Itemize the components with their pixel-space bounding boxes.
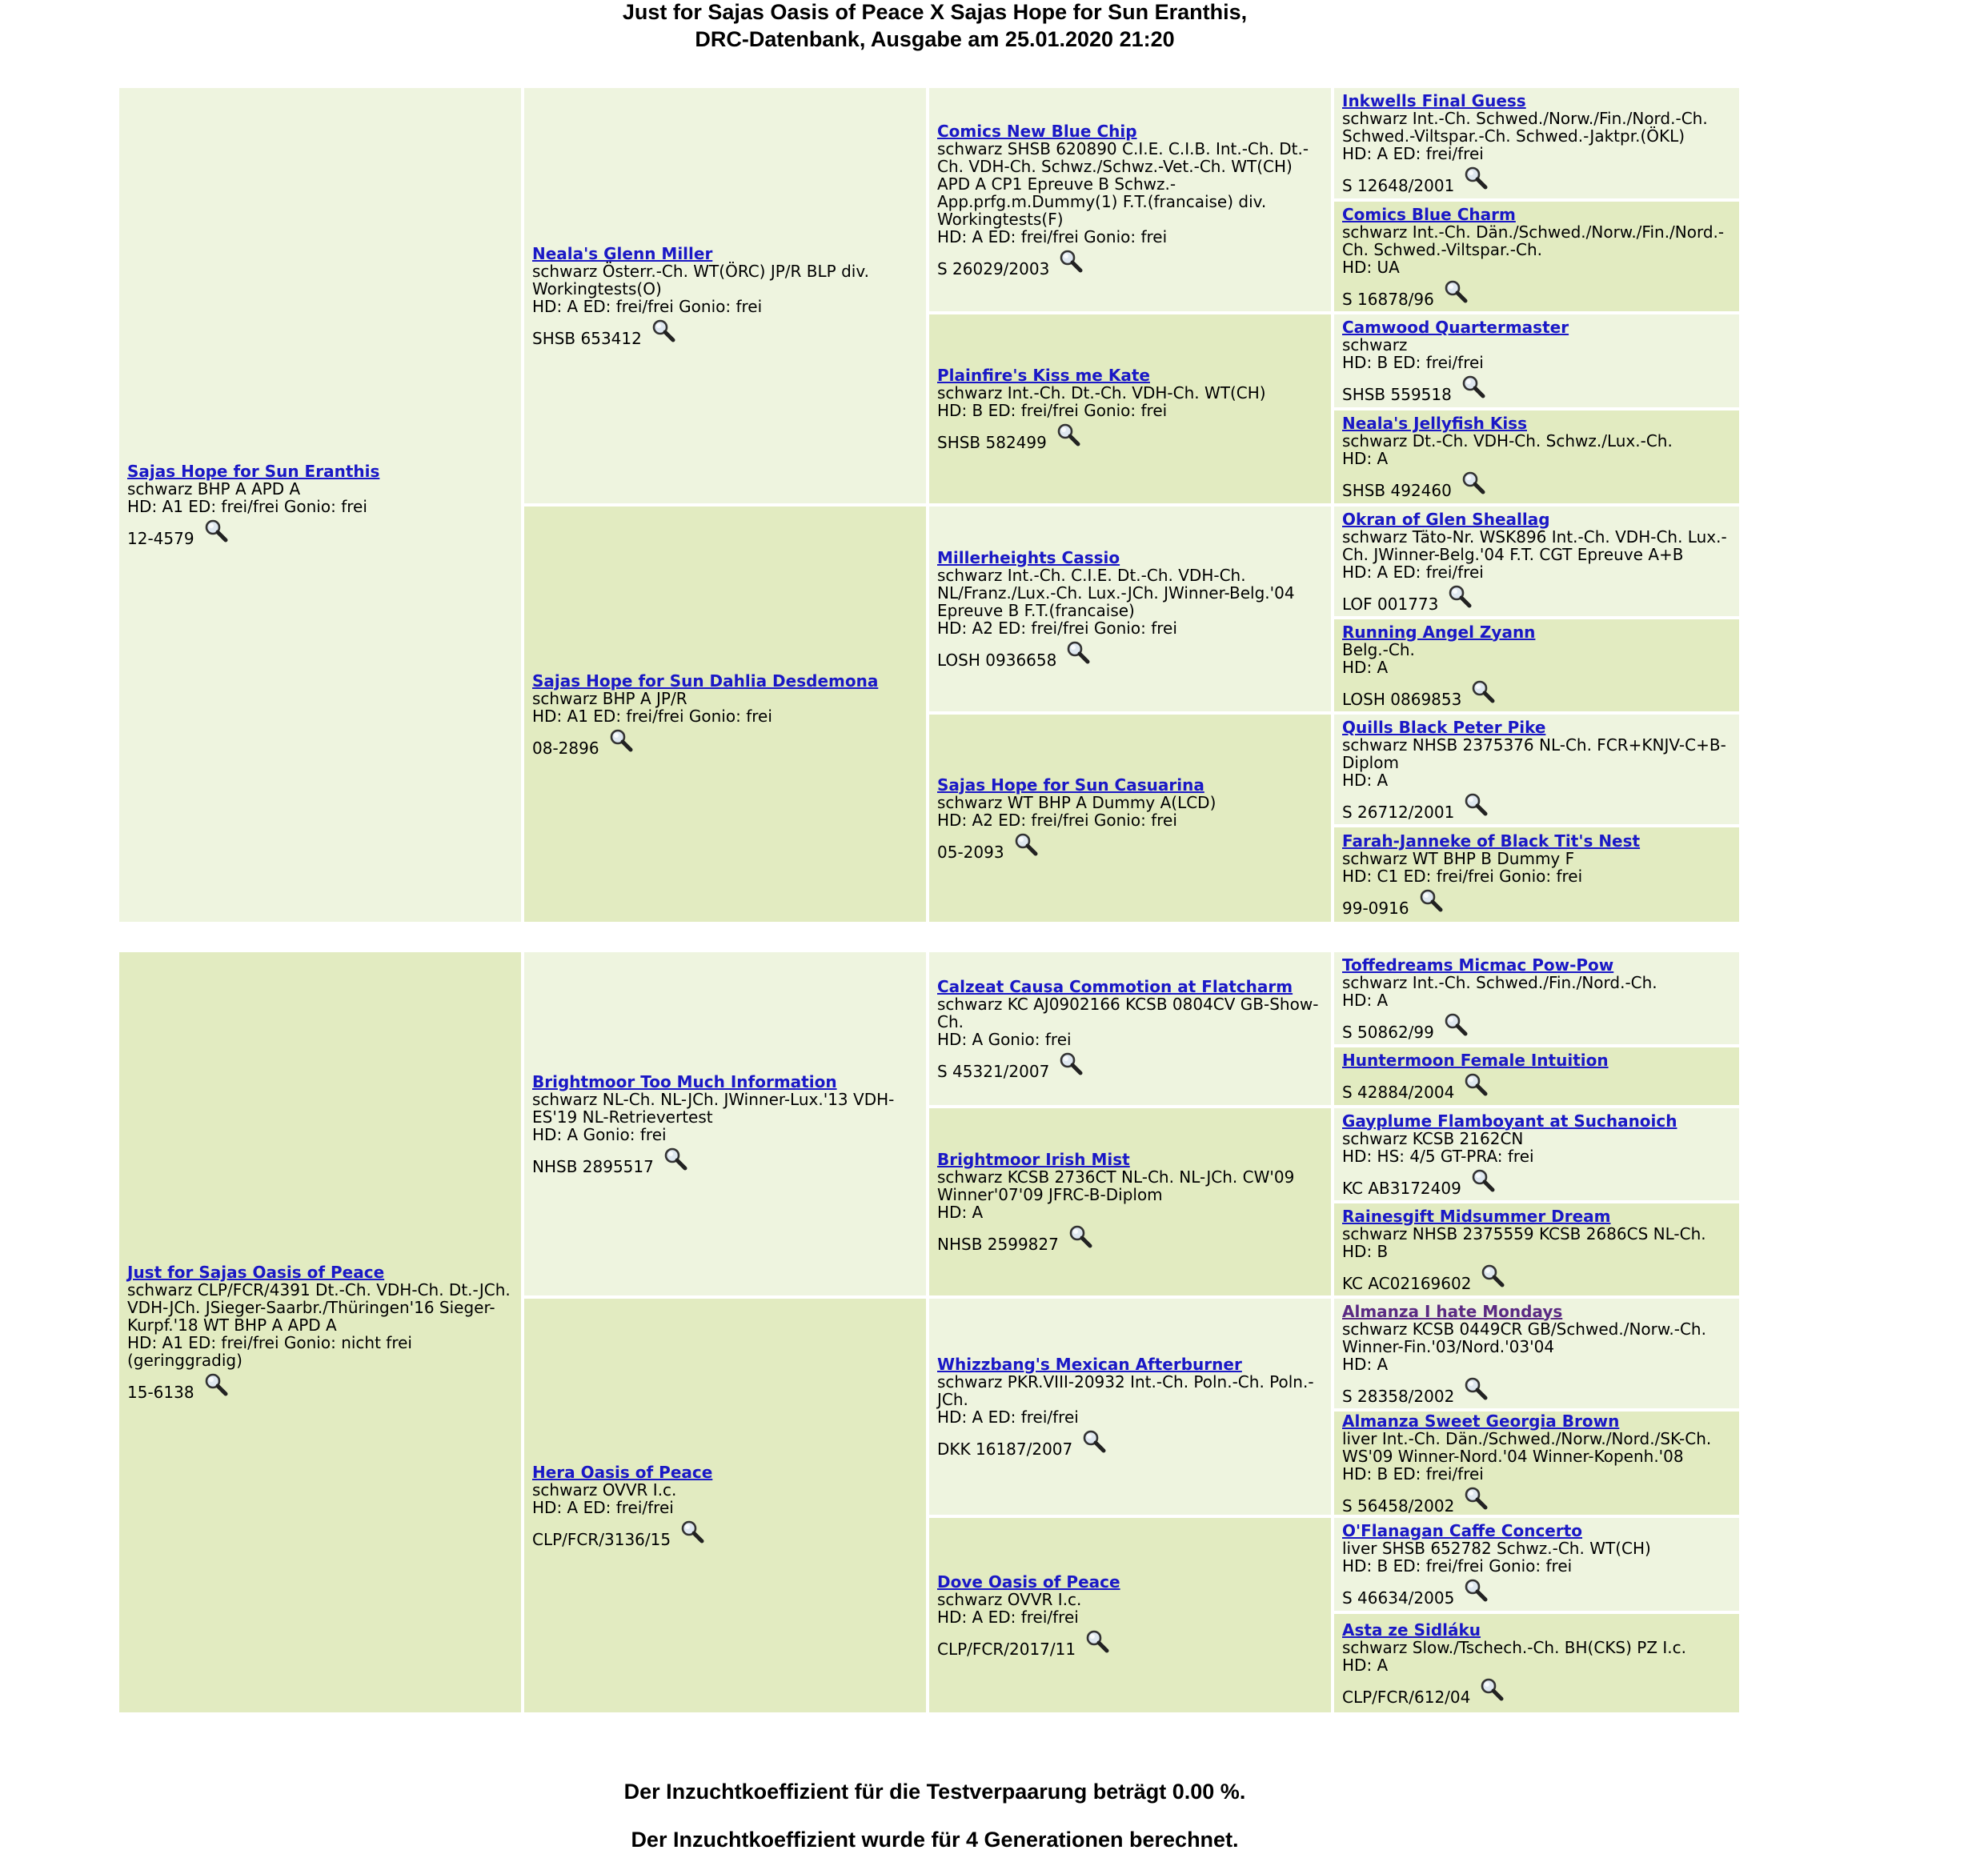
dog-titles: schwarz Int.-Ch. Dt.-Ch. VDH-Ch. WT(CH) <box>937 383 1266 402</box>
registration-row <box>1342 1376 1731 1405</box>
dog-cell-sire-dam-dam <box>929 1518 1331 1712</box>
magnifier-icon[interactable] <box>663 1147 687 1171</box>
dog-name-link[interactable]: Neala's Glenn Miller <box>532 243 713 263</box>
dog-cell-sire-sire-dam <box>929 1108 1331 1295</box>
dog-health-results: HD: A <box>1342 657 1389 677</box>
dog-name-link[interactable]: Farah-Janneke of Black Tit's Nest <box>1342 831 1641 851</box>
registration-row <box>127 1372 513 1401</box>
dog-titles: schwarz KCSB 0449CR GB/Schwed./Norw.-Ch. Winner-Fin.'03/Nord.'03'04 <box>1342 1319 1706 1356</box>
dog-health-results: HD: B ED: frei/frei Gonio: frei <box>937 401 1168 420</box>
dog-cell-sire-sire-sire <box>929 952 1331 1105</box>
dog-name-link[interactable]: Sajas Hope for Sun Eranthis <box>127 462 380 481</box>
dog-cell-sire-dam <box>524 1299 926 1712</box>
dog-health-results: HD: B ED: frei/frei <box>1342 353 1484 372</box>
dog-health-results: HD: A1 ED: frei/frei Gonio: frei <box>127 497 367 516</box>
registration-row <box>1342 374 1731 403</box>
dog-name-link[interactable]: Asta ze Sidláku <box>1342 1620 1481 1640</box>
registration-number: S 28358/2002 <box>1342 1386 1455 1406</box>
registration-number: SHSB 653412 <box>532 328 642 348</box>
registration-row <box>937 1051 1323 1080</box>
dog-titles: schwarz Int.-Ch. Schwed./Norw./Fin./Nord.-Ch. Schwed.-Viltspar.-Ch. Schwed.-Jaktpr.(ÖKL) <box>1342 109 1708 146</box>
magnifier-icon[interactable] <box>1471 679 1495 703</box>
magnifier-icon[interactable] <box>1085 1629 1109 1653</box>
dog-cell-sire-dam-sire-sire <box>1334 1299 1739 1408</box>
registration-number: KC AC02169602 <box>1342 1273 1472 1293</box>
dog-cell-dam-sire <box>524 88 926 503</box>
magnifier-icon[interactable] <box>1444 279 1468 303</box>
dog-cell-dam-dam-dam-dam <box>1334 827 1739 922</box>
dog-name-link[interactable]: Inkwells Final Guess <box>1342 91 1526 110</box>
dog-cell-sire-dam-sire-dam <box>1334 1412 1739 1515</box>
registration-number: 08-2896 <box>532 738 599 758</box>
registration-row <box>937 1224 1323 1253</box>
dog-titles: schwarz CLP/FCR/4391 Dt.-Ch. VDH-Ch. Dt.-JCh. VDH-JCh. JSieger-Saarbr./Thüringen'16 Sieger-Kurpf.'18 WT BHP A APD A <box>127 1280 511 1335</box>
dog-name-link[interactable]: Millerheights Cassio <box>937 548 1120 567</box>
registration-row <box>1342 679 1731 708</box>
registration-row <box>937 1629 1323 1658</box>
dog-name-link[interactable]: Calzeat Causa Commotion at Flatcharm <box>937 976 1293 996</box>
dog-health-results: HD: A ED: frei/frei <box>1342 144 1484 163</box>
registration-row <box>1342 166 1731 194</box>
page-subtitle: DRC-Datenbank, Ausgabe am 25.01.2020 21:20 <box>695 27 1175 51</box>
dog-cell-sire-sire <box>524 952 926 1295</box>
dog-titles: schwarz NHSB 2375376 NL-Ch. FCR+KNJV-C+B-Diplom <box>1342 735 1726 772</box>
dog-name-link[interactable]: Sajas Hope for Sun Casuarina <box>937 775 1204 795</box>
magnifier-icon[interactable] <box>1419 888 1443 912</box>
registration-number: DKK 16187/2007 <box>937 1440 1073 1459</box>
registration-row <box>532 1147 918 1175</box>
magnifier-icon[interactable] <box>1461 471 1485 495</box>
dog-name-link[interactable]: Okran of Glen Sheallag <box>1342 509 1550 529</box>
magnifier-icon[interactable] <box>1464 792 1488 816</box>
magnifier-icon[interactable] <box>204 1372 228 1396</box>
registration-row <box>1342 1677 1731 1706</box>
registration-number: S 16878/96 <box>1342 289 1434 309</box>
magnifier-icon[interactable] <box>680 1520 704 1544</box>
dog-titles: schwarz PKR.VIII-20932 Int.-Ch. Poln.-Ch. Poln.-JCh. <box>937 1372 1314 1409</box>
dog-titles: schwarz SHSB 620890 C.I.E. C.I.B. Int.-Ch. Dt.-Ch. VDH-Ch. Schwz./Schwz.-Vet.-Ch. WT(CH) APD A CP1 Epreuve B Schwz.-App.prfg.m.Dummy(1) F.T.(francaise) div. Workingtests(F) <box>937 138 1309 229</box>
dog-name-link[interactable]: Rainesgift Midsummer Dream <box>1342 1206 1611 1226</box>
dog-cell-dam-sire-sire <box>929 88 1331 311</box>
dog-titles: schwarz Täto-Nr. WSK896 Int.-Ch. VDH-Ch. Lux.-Ch. JWinner-Belg.'04 F.T. CGT Epreuve A+B <box>1342 527 1727 564</box>
dog-name-link[interactable]: Toffedreams Micmac Pow-Pow <box>1342 955 1614 975</box>
dog-health-results: HD: A <box>937 1203 984 1222</box>
dog-titles: liver Int.-Ch. Dän./Schwed./Norw./Nord./SK-Ch. WS'09 Winner-Nord.'04 Winner-Kopenh.'08 <box>1342 1428 1712 1466</box>
magnifier-icon[interactable] <box>1464 1376 1488 1400</box>
dog-titles: schwarz BHP A APD A <box>127 479 301 499</box>
dog-titles: schwarz BHP A JP/R <box>532 688 687 708</box>
registration-number: 99-0916 <box>1342 899 1409 918</box>
registration-row <box>1342 1012 1731 1041</box>
dog-titles: schwarz NL-Ch. NL-JCh. JWinner-Lux.'13 VDH-ES'19 NL-Retrievertest <box>532 1089 895 1127</box>
dog-name-link[interactable]: Neala's Jellyfish Kiss <box>1342 414 1527 433</box>
dog-titles: schwarz <box>1342 335 1408 354</box>
dog-health-results: HD: A1 ED: frei/frei Gonio: frei <box>532 706 772 726</box>
magnifier-icon[interactable] <box>1082 1429 1106 1453</box>
dog-health-results: HD: C1 ED: frei/frei Gonio: frei <box>1342 867 1583 886</box>
dog-name-link[interactable]: Brightmoor Irish Mist <box>937 1150 1130 1169</box>
dog-titles: schwarz KC AJ0902166 KCSB 0804CV GB-Show-Ch. <box>937 994 1319 1031</box>
registration-row <box>532 318 918 347</box>
registration-row <box>937 832 1323 861</box>
generations-note: Der Inzuchtkoeffizient wurde für 4 Generationen berechnet. <box>631 1828 1239 1852</box>
dog-health-results: HD: A2 ED: frei/frei Gonio: frei <box>937 619 1177 638</box>
dog-health-results: HD: A1 ED: frei/frei Gonio: nicht frei (geringgradig) <box>127 1333 412 1370</box>
registration-number: S 56458/2002 <box>1342 1496 1455 1515</box>
dog-name-link[interactable]: Comics Blue Charm <box>1342 204 1516 224</box>
dog-health-results: HD: A Gonio: frei <box>937 1029 1072 1049</box>
magnifier-icon[interactable] <box>1464 1486 1488 1510</box>
dog-cell-dam-sire-sire-dam <box>1334 202 1739 311</box>
registration-number: SHSB 492460 <box>1342 481 1452 500</box>
magnifier-icon[interactable] <box>1461 374 1485 398</box>
dog-name-link[interactable]: Just for Sajas Oasis of Peace <box>127 1263 385 1282</box>
registration-number: KC AB3172409 <box>1342 1178 1461 1198</box>
dog-titles: schwarz Slow./Tschech.-Ch. BH(CKS) PZ I.c. <box>1342 1637 1687 1657</box>
dog-health-results: HD: B ED: frei/frei Gonio: frei <box>1342 1556 1573 1576</box>
magnifier-icon[interactable] <box>1059 1051 1083 1075</box>
dog-titles: schwarz KCSB 2736CT NL-Ch. NL-JCh. CW'09 Winner'07'09 JFRC-B-Diplom <box>937 1167 1295 1204</box>
dog-health-results: HD: A <box>1342 1354 1389 1374</box>
registration-number: NHSB 2895517 <box>532 1156 654 1176</box>
dog-health-results: HD: A <box>1342 449 1389 468</box>
dog-cell-dam-sire-dam <box>929 314 1331 503</box>
registration-row <box>1342 1072 1731 1101</box>
dog-titles: schwarz Int.-Ch. Dän./Schwed./Norw./Fin./Nord.-Ch. Schwed.-Viltspar.-Ch. <box>1342 222 1725 259</box>
registration-number: CLP/FCR/3136/15 <box>532 1529 671 1549</box>
magnifier-icon[interactable] <box>1014 832 1038 856</box>
dog-cell-sire <box>119 952 521 1712</box>
dog-cell-dam <box>119 88 521 922</box>
dog-name-link[interactable]: Quills Black Peter Pike <box>1342 717 1546 737</box>
dog-titles: schwarz Int.-Ch. C.I.E. Dt.-Ch. VDH-Ch. NL/Franz./Lux.-Ch. Lux.-JCh. JWinner-Belg.'04 Epreuve B F.T.(francaise) <box>937 566 1295 620</box>
dog-health-results: HD: A Gonio: frei <box>532 1124 667 1144</box>
page-title: Just for Sajas Oasis of Peace X Sajas Hope for Sun Eranthis, <box>622 0 1248 24</box>
registration-number: LOF 001773 <box>1342 594 1439 614</box>
registration-number: 05-2093 <box>937 842 1004 862</box>
dog-name-link[interactable]: O'Flanagan Caffe Concerto <box>1342 1521 1583 1540</box>
dog-cell-sire-dam-dam-dam <box>1334 1614 1739 1712</box>
registration-number: 15-6138 <box>127 1383 194 1402</box>
dog-name-link[interactable]: Hera Oasis of Peace <box>532 1462 713 1482</box>
dog-health-results: HD: A <box>1342 990 1389 1010</box>
magnifier-icon[interactable] <box>1448 584 1472 608</box>
dog-name-link[interactable]: Almanza Sweet Georgia Brown <box>1342 1412 1620 1431</box>
dog-titles: schwarz OVVR I.c. <box>937 1589 1082 1609</box>
dog-titles: schwarz WT BHP A Dummy A(LCD) <box>937 792 1216 812</box>
dog-titles: schwarz KCSB 2162CN <box>1342 1128 1524 1148</box>
magnifier-icon[interactable] <box>1068 1224 1092 1248</box>
dog-health-results: HD: A ED: frei/frei <box>1342 562 1484 582</box>
registration-number: NHSB 2599827 <box>937 1235 1059 1254</box>
registration-row <box>937 422 1323 451</box>
registration-row <box>1342 1168 1731 1197</box>
dog-cell-dam-sire-sire-sire <box>1334 88 1739 198</box>
magnifier-icon[interactable] <box>1480 1677 1504 1701</box>
registration-number: SHSB 582499 <box>937 433 1047 452</box>
magnifier-icon[interactable] <box>1056 422 1080 446</box>
dog-cell-sire-sire-dam-sire <box>1334 1108 1739 1200</box>
dog-name-link[interactable]: Comics New Blue Chip <box>937 121 1137 141</box>
dog-titles: schwarz OVVR I.c. <box>532 1480 677 1500</box>
inbreeding-coefficient-text: Der Inzuchtkoeffizient für die Testverpaarung beträgt 0.00 %. <box>623 1780 1246 1804</box>
registration-row <box>937 1429 1323 1458</box>
dog-cell-dam-sire-dam-dam <box>1334 410 1739 503</box>
dog-titles: schwarz Österr.-Ch. WT(ÖRC) JP/R BLP div. Workingtests(O) <box>532 261 869 298</box>
registration-row <box>1342 584 1731 613</box>
registration-number: LOSH 0936658 <box>937 651 1057 670</box>
pedigree-sire-section <box>119 952 1739 1712</box>
magnifier-icon[interactable] <box>1464 1072 1488 1096</box>
dog-name-link[interactable]: Dove Oasis of Peace <box>937 1572 1120 1592</box>
dog-cell-dam-dam-dam-sire <box>1334 715 1739 824</box>
dog-health-results: HD: A ED: frei/frei <box>532 1497 674 1517</box>
registration-number: 12-4579 <box>127 529 194 548</box>
registration-number: CLP/FCR/612/04 <box>1342 1687 1471 1707</box>
dog-cell-sire-dam-dam-sire <box>1334 1518 1739 1611</box>
registration-row <box>1342 1263 1731 1292</box>
dog-name-link[interactable]: Sajas Hope for Sun Dahlia Desdemona <box>532 671 879 691</box>
dog-name-link[interactable]: Camwood Quartermaster <box>1342 318 1569 337</box>
registration-row <box>937 640 1323 669</box>
dog-cell-dam-dam-sire-sire <box>1334 507 1739 616</box>
dog-health-results: HD: A ED: frei/frei <box>937 1607 1079 1627</box>
registration-row <box>127 519 513 547</box>
dog-cell-sire-sire-dam-dam <box>1334 1203 1739 1295</box>
registration-number: S 50862/99 <box>1342 1022 1434 1042</box>
dog-name-link[interactable]: Whizzbang's Mexican Afterburner <box>937 1355 1242 1374</box>
dog-cell-dam-sire-dam-sire <box>1334 314 1739 407</box>
dog-name-link[interactable]: Gayplume Flamboyant at Suchanoich <box>1342 1111 1677 1131</box>
dog-name-link[interactable]: Running Angel Zyann <box>1342 622 1536 642</box>
dog-health-results: HD: HS: 4/5 GT-PRA: frei <box>1342 1146 1534 1166</box>
registration-row <box>532 728 918 757</box>
registration-number: SHSB 559518 <box>1342 385 1452 404</box>
dog-name-link[interactable]: Huntermoon Female Intuition <box>1342 1051 1609 1070</box>
dog-cell-sire-sire-sire-dam <box>1334 1047 1739 1105</box>
dog-health-results: HD: B <box>1342 1241 1389 1261</box>
magnifier-icon[interactable] <box>204 519 228 543</box>
dog-titles: schwarz WT BHP B Dummy F <box>1342 849 1575 868</box>
dog-titles: liver SHSB 652782 Schwz.-Ch. WT(CH) <box>1342 1539 1651 1558</box>
registration-row <box>1342 1486 1731 1515</box>
magnifier-icon[interactable] <box>1066 640 1090 664</box>
registration-row <box>1342 792 1731 821</box>
dog-health-results: HD: A <box>1342 1655 1389 1675</box>
dog-cell-dam-dam-sire-dam <box>1334 619 1739 711</box>
dog-titles: schwarz Dt.-Ch. VDH-Ch. Schwz./Lux.-Ch. <box>1342 431 1673 450</box>
magnifier-icon[interactable] <box>609 728 633 752</box>
registration-number: S 46634/2005 <box>1342 1588 1455 1608</box>
dog-name-link[interactable]: Plainfire's Kiss me Kate <box>937 366 1150 385</box>
dog-health-results: HD: A ED: frei/frei Gonio: frei <box>937 226 1168 246</box>
registration-number: S 12648/2001 <box>1342 176 1455 195</box>
registration-row <box>1342 1578 1731 1607</box>
dog-cell-dam-dam-sire <box>929 507 1331 711</box>
registration-number: S 26712/2001 <box>1342 802 1455 822</box>
dog-name-link[interactable]: Almanza I hate Mondays <box>1342 1301 1563 1321</box>
dog-health-results: HD: A ED: frei/frei Gonio: frei <box>532 296 763 316</box>
dog-cell-dam-dam-dam <box>929 715 1331 922</box>
dog-titles: schwarz Int.-Ch. Schwed./Fin./Nord.-Ch. <box>1342 972 1657 992</box>
registration-number: CLP/FCR/2017/11 <box>937 1639 1076 1659</box>
dog-cell-sire-dam-sire <box>929 1299 1331 1515</box>
registration-number: S 45321/2007 <box>937 1061 1050 1081</box>
dog-health-results: HD: UA <box>1342 257 1400 277</box>
magnifier-icon[interactable] <box>1471 1168 1495 1192</box>
dog-health-results: HD: B ED: frei/frei <box>1342 1464 1484 1484</box>
dog-cell-dam-dam <box>524 507 926 922</box>
registration-number: S 26029/2003 <box>937 258 1050 278</box>
registration-row <box>532 1520 918 1548</box>
registration-row <box>1342 888 1731 917</box>
registration-number: S 42884/2004 <box>1342 1083 1455 1102</box>
registration-row <box>1342 471 1731 499</box>
magnifier-icon[interactable] <box>1464 166 1488 190</box>
registration-row <box>1342 279 1731 308</box>
magnifier-icon[interactable] <box>1059 249 1083 273</box>
dog-cell-sire-sire-sire-sire <box>1334 952 1739 1044</box>
magnifier-icon[interactable] <box>1481 1263 1505 1287</box>
registration-number: LOSH 0869853 <box>1342 689 1462 709</box>
dog-titles: schwarz NHSB 2375559 KCSB 2686CS NL-Ch. <box>1342 1223 1706 1243</box>
dog-health-results: HD: A2 ED: frei/frei Gonio: frei <box>937 810 1177 830</box>
dog-name-link[interactable]: Brightmoor Too Much Information <box>532 1071 837 1091</box>
magnifier-icon[interactable] <box>651 318 675 342</box>
magnifier-icon[interactable] <box>1464 1578 1488 1602</box>
pedigree-dam-section <box>119 88 1739 922</box>
dog-health-results: HD: A <box>1342 770 1389 790</box>
magnifier-icon[interactable] <box>1444 1012 1468 1036</box>
dog-titles: Belg.-Ch. <box>1342 639 1415 659</box>
registration-row <box>937 249 1323 278</box>
dog-health-results: HD: A ED: frei/frei <box>937 1408 1079 1427</box>
